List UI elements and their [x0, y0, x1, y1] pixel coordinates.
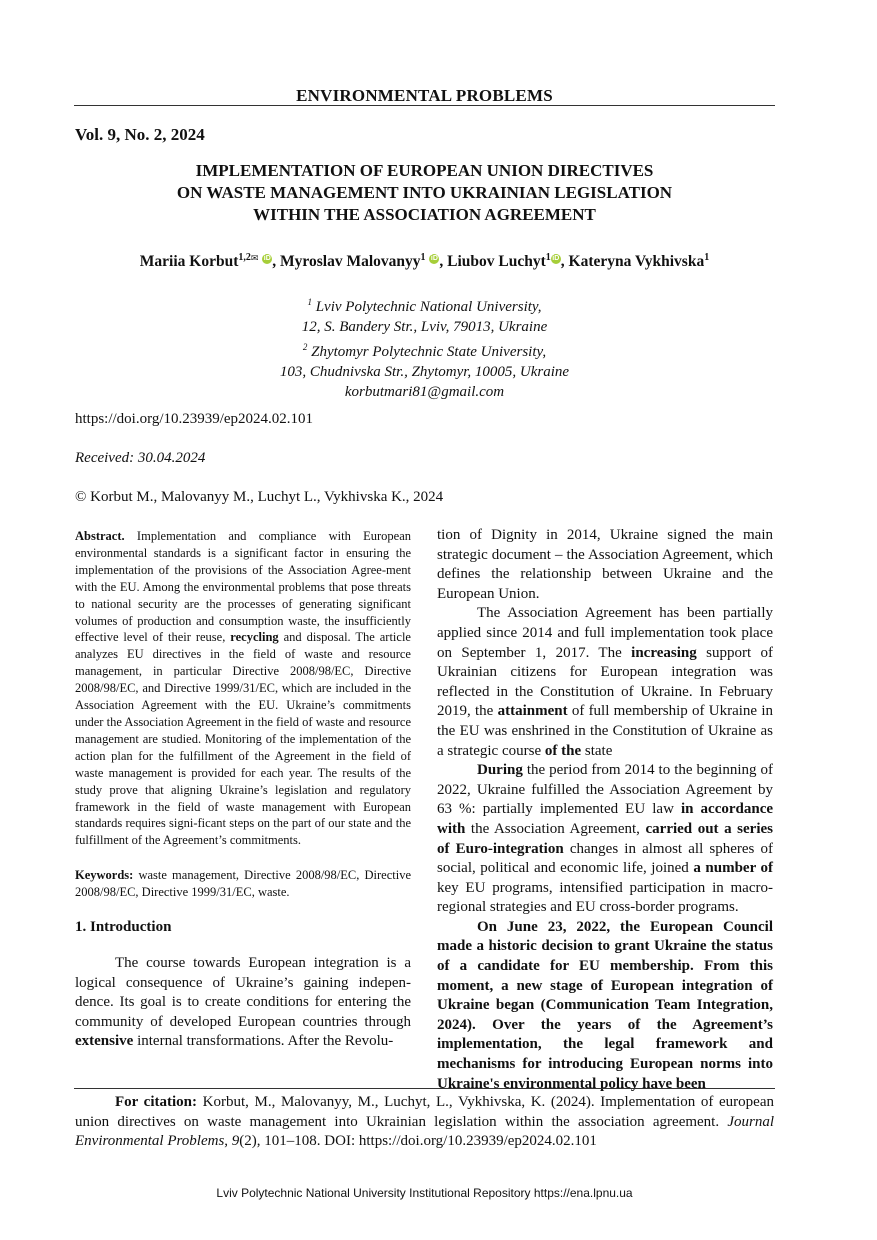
- author-sup: 1: [420, 252, 426, 263]
- copyright: © Korbut M., Malovanyy M., Luchyt L., Vykhivska K., 2024: [75, 489, 444, 505]
- affiliation-sup: 1: [307, 297, 312, 307]
- paragraph-text: key EU programs, intensified participation in macro-regional strategies and EU cross-border programs.: [437, 879, 773, 916]
- bold-text: carried out a series of Euro-integration: [437, 820, 773, 857]
- keywords: [75, 867, 411, 901]
- abstract-text: and disposal. The article analyzes EU directives in the field of waste and resource management, in particular Directive 2008/98/EC, Directive 2008/98/EC, and Directive 1999/31/EC, which are included in the Association Agreement with the EU. Ukraine’s commitments under the Association Agreement in the field of waste and resource management are studied. Monitoring of the implementation of the action plan for the fulfillment of the Agreement in the field of waste management is provided for each year. The results of the study prove that aligning Ukraine’s legislation and regulatory framework in the field of waste management with European standards requires signi-ficant steps on the part of our state and the fulfillment of the Agreement’s commitments.: [75, 630, 411, 848]
- title-line-2: ON WASTE MANAGEMENT INTO UKRAINIAN LEGISLATION: [176, 183, 673, 202]
- received-date: Received: 30.04.2024: [75, 450, 206, 466]
- paragraph: [437, 761, 773, 918]
- citation-rule: [74, 1088, 775, 1089]
- affiliation-2-address: 103, Chudnivska Str., Zhytomyr, 10005, Ukraine: [279, 364, 570, 380]
- citation-text: (2), 101–108. DOI: https://doi.org/10.23939/ep2024.02.101: [239, 1133, 597, 1149]
- citation-text: Korbut, M., Malovanyy, M., Luchyt, L., Vykhivska, K. (2024). Implementation of european union directives on waste management into Ukrainian legislation within the association agreement.: [75, 1094, 774, 1130]
- paragraph-text: changes in almost all spheres of social, political and economic life, joined: [437, 840, 773, 877]
- paragraph-text: The course towards European integration is a logical consequence of Ukraine’s gaining indepen-dence. Its goal is to create conditions for entering the community of developed European countries through: [75, 954, 411, 1030]
- citation-volume: 9: [231, 1133, 240, 1149]
- paragraph-text: of full membership of Ukraine in the EU was enshrined in the Constitution of Ukraine as a strategic course: [437, 703, 774, 759]
- keywords-label: Keywords:: [75, 868, 134, 883]
- orcid-icon[interactable]: iD: [430, 255, 438, 263]
- title-line-1: IMPLEMENTATION OF EUROPEAN UNION DIRECTIVES: [195, 161, 654, 180]
- abstract: [75, 528, 411, 849]
- affiliation-1: [74, 292, 775, 317]
- affiliation-2: [74, 337, 775, 362]
- journal-header: ENVIRONMENTAL PROBLEMS: [296, 86, 553, 105]
- section-heading: 1. Introduction: [75, 919, 172, 936]
- paragraph-text: the Association Agreement,: [465, 820, 646, 837]
- bold-text: a number of: [693, 860, 774, 877]
- paragraph-text: internal transformations. After the Revolu-: [133, 1033, 394, 1050]
- doi-link[interactable]: https://doi.org/10.23939/ep2024.02.101: [75, 411, 314, 427]
- bold-text: extensive: [75, 1033, 134, 1050]
- affiliation-name: Zhytomyr Polytechnic State University,: [311, 344, 547, 360]
- left-column: [75, 528, 411, 1052]
- envelope-icon[interactable]: ✉: [250, 253, 259, 264]
- citation-block: [75, 1093, 774, 1152]
- right-column: [437, 526, 773, 1094]
- abstract-text: Implementation and compliance with European environmental standards is a significant factor in ensuring the implementation of the provisions of the Association Agree-ment with the EU. Among the environmental problems that pose threats to national security are the processes of generating significant volumes of production and consumption waste, the insufficiently effective level of their reuse,: [75, 529, 411, 645]
- orcid-icon[interactable]: iD: [263, 255, 271, 263]
- abstract-bold-word: recycling: [230, 630, 279, 645]
- title-line-3: WITHIN THE ASSOCIATION AGREEMENT: [253, 205, 596, 224]
- paragraph-text: the period from 2014 to the beginning of 2022, Ukraine fulfilled the Association Agreement by 63 %: partially implemented EU law: [437, 762, 773, 818]
- bold-text: in accordance with: [437, 801, 774, 837]
- author-name: Mariia Korbut: [139, 253, 239, 271]
- affiliation-name: Lviv Polytechnic National University,: [315, 299, 542, 315]
- article-title: [74, 160, 775, 226]
- keywords-text: waste management, Directive 2008/98/EC, Directive 2008/98/EC, Directive 1999/31/EC, waste.: [75, 868, 411, 900]
- paragraph: tion of Dignity in 2014, Ukraine signed the main strategic document – the Association Agreement, which defines the relationship between Ukraine and the European Union.: [437, 527, 773, 602]
- bold-text: increasing: [631, 644, 697, 661]
- intro-paragraph: [75, 954, 411, 1052]
- bold-text: attainment: [497, 703, 568, 720]
- bold-text: of the: [544, 742, 582, 759]
- author-sup: 1: [545, 252, 551, 263]
- affiliation-1-address: 12, S. Bandery Str., Lviv, 79013, Ukraine: [301, 319, 548, 335]
- author-name: Kateryna Vykhivska: [568, 253, 705, 271]
- citation-label: For citation:: [115, 1094, 197, 1110]
- paragraph-text: state: [581, 742, 613, 759]
- paragraph-text: The Association Agreement has been partially applied since 2014 and full implementation took place on September 1, 2017. The: [437, 605, 773, 661]
- bold-text: During: [477, 762, 523, 779]
- author-name: Liubov Luchyt: [447, 253, 546, 271]
- volume-info: Vol. 9, No. 2, 2024: [75, 125, 205, 144]
- author-email[interactable]: korbutmari81@gmail.com: [344, 384, 505, 400]
- author-sup: 1: [704, 252, 710, 263]
- header-rule: [74, 105, 775, 106]
- affiliation-sup: 2: [302, 342, 308, 352]
- author-sup: 1,2: [238, 252, 251, 263]
- paragraph-text: support of Ukrainian citizens for European integration was reflected in the Constitution of Ukraine. In February 2019, the: [437, 644, 773, 720]
- affiliations: [74, 292, 775, 402]
- citation-journal: Journal Environmental Problems: [75, 1113, 774, 1149]
- paragraph: [437, 604, 773, 761]
- paragraph: On June 23, 2022, the European Council made a historic decision to grant Ukraine the status of a candidate for EU membership. From this moment, a new stage of European integration of Ukraine began (Communication Team Integration, 2024). Over the years of the Agreement’s implementation, the legal framework and mechanisms for introducing European norms into Ukraine's environmental policy have been: [437, 918, 773, 1092]
- author-name: Myroslav Malovanyy: [280, 253, 421, 271]
- citation-text: ,: [224, 1133, 232, 1149]
- repository-footer: Lviv Polytechnic National University Institutional Repository https://ena.lpnu.ua: [216, 1186, 633, 1200]
- author-list: Mariia Korbut$^{1,2✉}$ iD, Myroslav Malovanyy$^1$ iD, Liubov Luchyt$^1$ iD, Kateryna Vykhivska$^1$: [139, 252, 710, 271]
- orcid-icon[interactable]: iD: [552, 255, 560, 263]
- abstract-label: Abstract.: [75, 529, 125, 543]
